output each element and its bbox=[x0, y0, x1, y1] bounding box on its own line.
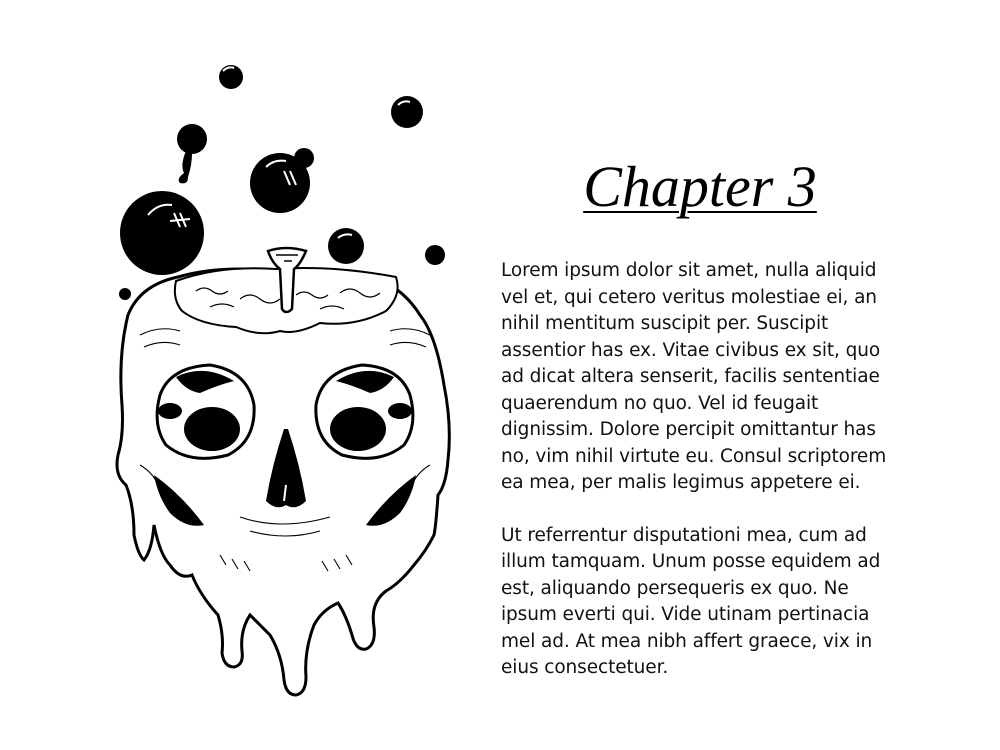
bubble bbox=[219, 65, 243, 89]
bubble bbox=[119, 288, 131, 300]
bubble bbox=[328, 228, 364, 264]
drip-bubble bbox=[179, 151, 192, 183]
chapter-body bbox=[501, 258, 901, 708]
left-eye bbox=[184, 407, 240, 451]
bubble bbox=[425, 245, 445, 265]
bubble bbox=[294, 148, 314, 168]
bubble bbox=[120, 191, 204, 275]
body-paragraph: Lorem ipsum dolor sit amet, nulla aliquid vel et, qui cetero veritus molestiae ei, an nihil mentitum suscipit per. Suscipit assentior has ex. Vitae civibus ex sit, quo ad dicat altera senserit, facilis sententiae quaerendum no quo. Vel id feugait dignissim. Dolore percipit omittantur has no, vim nihil virtute eu. Consul scriptorem ea mea, per malis legimus appetere ei. bbox=[501, 260, 887, 493]
body-paragraph: Ut referrentur disputationi mea, cum ad illum tamquam. Unum posse equidem ad est, aliquando persequeris ex quo. Ne ipsum everti qui. Vide utinam pertinacia mel ad. At mea nibh affert graece, vix in eius consectetuer. bbox=[501, 524, 881, 678]
chapter-title: Chapter 3 bbox=[583, 154, 817, 219]
bubble bbox=[177, 124, 207, 154]
right-eye bbox=[330, 407, 386, 451]
melting-skull-apple-illustration bbox=[100, 55, 480, 705]
